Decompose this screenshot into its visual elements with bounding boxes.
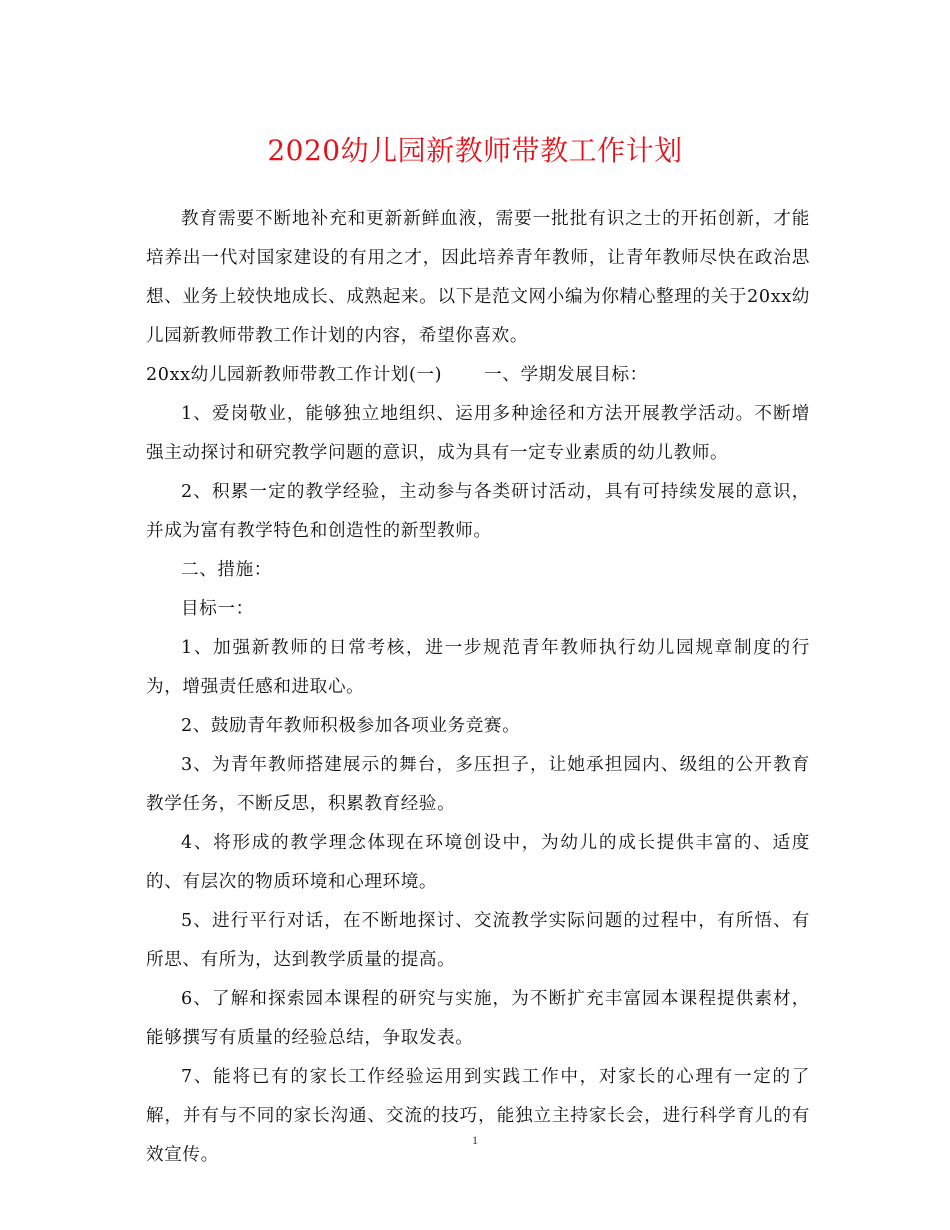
goal-heading: 一、学期发展目标： (484, 365, 648, 385)
measure-item-4: 4、将形成的教学理念体现在环境创设中，为幼儿的成长提供丰富的、适度的、有层次的物质环境和心理环境。 (146, 833, 810, 892)
measure-item-5: 5、进行平行对话，在不断地探讨、交流教学实际问题的过程中，有所悟、有所思、有所为，达到教学质量的提高。 (146, 911, 810, 970)
intro-paragraph: 教育需要不断地补充和更新新鲜血液，需要一批批有识之士的开拓创新，才能培养出一代对国家建设的有用之才，因此培养青年教师，让青年教师尽快在政治思想、业务上较快地成长、成熟起来。以下是范文网小编为你精心整理的关于20xx幼儿园新教师带教工作计划的内容，希望你喜欢。 (146, 209, 810, 346)
plan-heading: 20xx幼儿园新教师带教工作计划(一) (146, 365, 443, 385)
measure-item-1: 1、加强新教师的日常考核，进一步规范青年教师执行幼儿园规章制度的行为，增强责任感和进取心。 (146, 638, 810, 697)
measure-item-2: 2、鼓励青年教师积极参加各项业务竞赛。 (181, 716, 521, 736)
page-number: 1 (472, 1133, 478, 1147)
plan-heading-line (146, 356, 810, 395)
document-body (146, 200, 810, 1175)
goal-item-1: 1、爱岗敬业，能够独立地组织、运用多种途径和方法开展教学活动。不断增强主动探讨和研究教学问题的意识，成为具有一定专业素质的幼儿教师。 (146, 404, 810, 463)
measure-item-6: 6、了解和探索园本课程的研究与实施，为不断扩充丰富园本课程提供素材，能够撰写有质量的经验总结，争取发表。 (146, 989, 810, 1048)
goal-item-2: 2、积累一定的教学经验，主动参与各类研讨活动，具有可持续发展的意识，并成为富有教学特色和创造性的新型教师。 (146, 482, 810, 541)
measure-item-7: 7、能将已有的家长工作经验运用到实践工作中，对家长的心理有一定的了解，并有与不同的家长沟通、交流的技巧，能独立主持家长会，进行科学育儿的有效宣传。 (146, 1067, 810, 1165)
document-title: 2020幼儿园新教师带教工作计划 (267, 134, 683, 167)
measures-heading: 二、措施： (181, 560, 272, 580)
target-one-heading: 目标一： (181, 599, 254, 619)
measure-item-3: 3、为青年教师搭建展示的舞台，多压担子，让她承担园内、级组的公开教育教学任务，不断反思，积累教育经验。 (146, 755, 810, 814)
